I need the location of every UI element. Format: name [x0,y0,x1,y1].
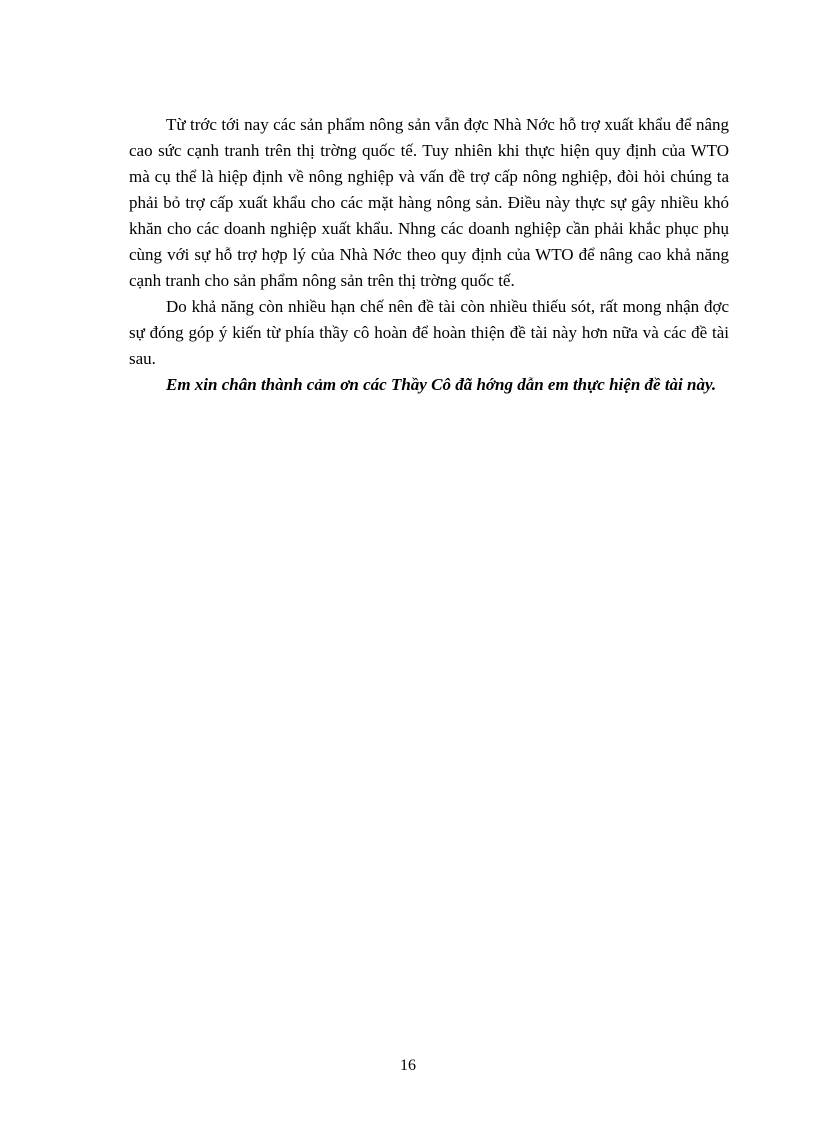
page-number: 16 [400,1057,416,1074]
document-body [129,112,729,398]
paragraph-limitations: Do khả năng còn nhiều hạn chế nên đề tài còn nhiều thiếu sót, rất mong nhận đợc sự đóng góp ý kiến từ phía thầy cô hoàn để hoàn thiện đề tài này hơn nữa và các đề tài sau. [129,297,729,368]
paragraph-thanks: Em xin chân thành cảm ơn các Thầy Cô đã hớng dẫn em thực hiện đề tài này. [166,375,717,394]
paragraph-conclusion: Từ trớc tới nay các sản phẩm nông sản vẫn đợc Nhà Nớc hỗ trợ xuất khẩu để nâng cao sức cạnh tranh trên thị trờng quốc tế. Tuy nhiên khi thực hiện quy định của WTO mà cụ thể là hiệp định về nông nghiệp và vấn đề trợ cấp nông nghiệp, đòi hỏi chúng ta phải bỏ trợ cấp xuất khẩu cho các mặt hàng nông sản. Điều này thực sự gây nhiều khó khăn cho các doanh nghiệp xuất khẩu. Nhng các doanh nghiệp cần phải khắc phục phụ cùng với sự hỗ trợ hợp lý của Nhà Nớc theo quy định của WTO để nâng cao khả năng cạnh tranh cho sản phẩm nông sản trên thị trờng quốc tế. [129,115,729,290]
